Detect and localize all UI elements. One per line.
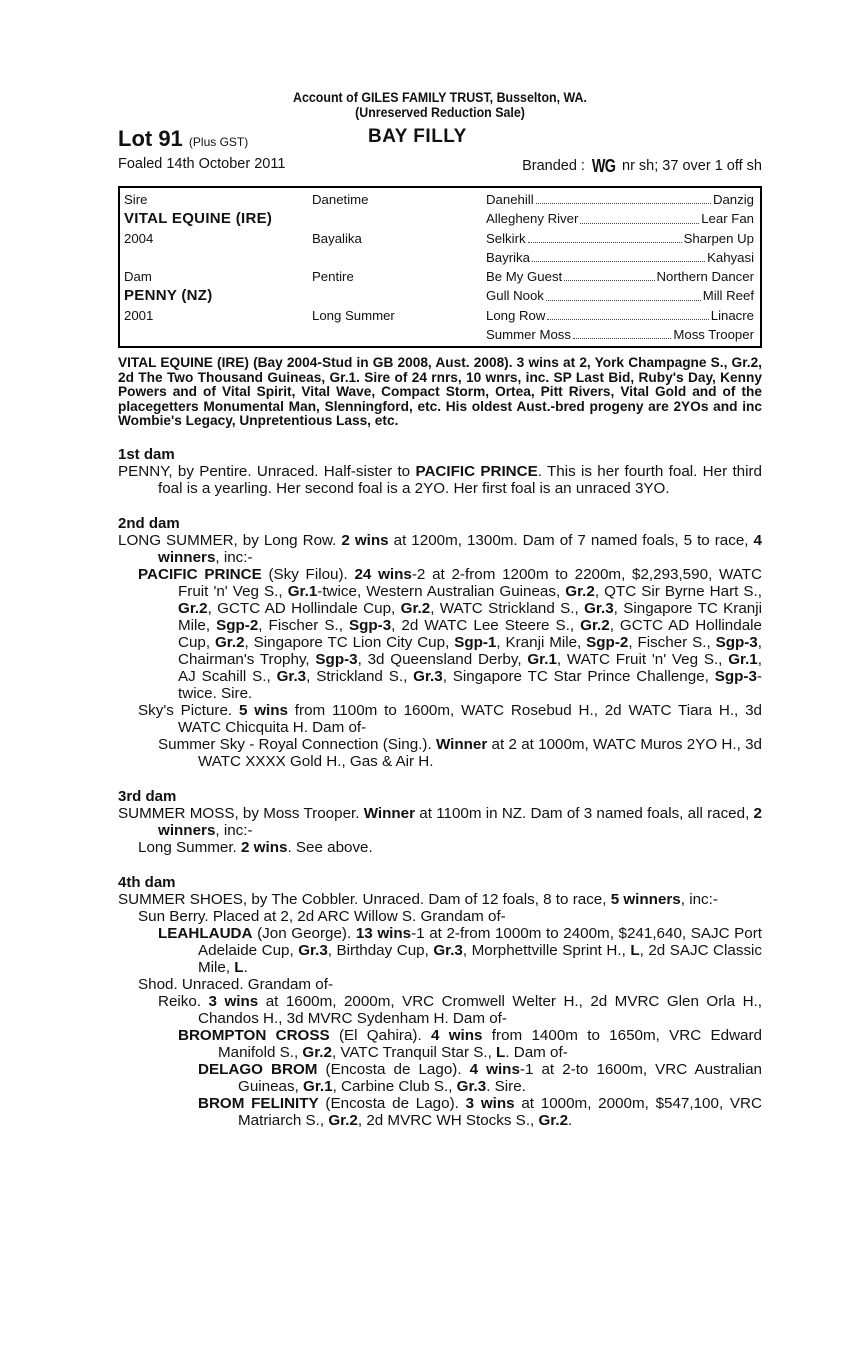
text: (Jon George). <box>252 925 356 943</box>
text: , inc:- <box>215 549 253 567</box>
text: , 2d SAJC Classic Mile, <box>198 942 763 977</box>
text: at 1600m, 2000m, VRC Cromwell Welter H., 2d MVRC Glen Orla H., Chandos H., 3d MVRC Sydenham H. Dam of- <box>198 993 762 1028</box>
grade: Sgp-2 <box>586 634 629 652</box>
text: . <box>243 959 248 977</box>
lot-label: Lot 91 <box>118 126 183 151</box>
text: , Morphettville Sprint H., <box>462 942 631 960</box>
horse-name: BROMPTON CROSS <box>178 1027 330 1045</box>
ped-c2: Pentire <box>312 269 354 285</box>
fourth-dam-section <box>118 874 762 1129</box>
text: , GCTC AD Hollindale Cup, <box>207 600 401 618</box>
text: -2 at 2-from 1200m to 2200m, $2,293,590, WATC Fruit 'n' Veg S., <box>178 566 762 601</box>
pedigree-row <box>124 229 754 248</box>
pedigree-row <box>124 325 754 344</box>
sire-name: VITAL EQUINE (IRE) <box>124 210 273 228</box>
wins: 3 wins <box>465 1095 515 1113</box>
wins: 2 wins <box>341 532 389 550</box>
text: . This is her fourth foal. Her third foal is a yearling. Her second foal is a 2YO. Her first foal is an unraced 3YO. <box>158 463 762 498</box>
sire-summary: VITAL EQUINE (IRE) (Bay 2004-Stud in GB 2008, Aust. 2008). 3 wins at 2, York Champagne S., Gr.2, 2d The Two Thousand Guineas, Gr.1. Sire of 24 rnrs, 10 wnrs, inc. SP Last Bid, Ruby's Day, Kenny Powers and of Vital Spirit, Vital Wave, Compact Storm, Ortea, Pitt Rivers, Vital Gold and of the placegetters Monumental Man, Slenningford, etc. His oldest Aust.-bred progeny are 2YOs and inc Wombie's Legacy, Unpretentious Lass, etc. <box>118 355 762 428</box>
grade: Gr.2 <box>214 634 245 652</box>
text: , WATC Fruit 'n' Veg S., <box>556 651 729 669</box>
ped-c2: Danetime <box>312 192 369 207</box>
third-dam-section <box>118 788 762 856</box>
text: , Singapore TC Star Prince Challenge, <box>442 668 715 686</box>
pedigree-row <box>124 306 754 325</box>
wins: 24 wins <box>354 566 412 584</box>
ped-c1: Dam <box>124 269 152 285</box>
grade: L <box>496 1044 506 1062</box>
text: Long Summer. <box>138 839 241 857</box>
wins: 3 wins <box>208 993 259 1011</box>
text: Sky's Picture. <box>138 702 239 720</box>
grade: Sgp-2 <box>216 617 259 635</box>
pedigree-row <box>124 248 754 267</box>
section-title: 2nd dam <box>118 515 180 533</box>
horse-description: BAY FILLY <box>368 126 467 147</box>
branded-suffix: nr sh; 37 over 1 off sh <box>622 158 762 174</box>
grade: L <box>630 942 640 960</box>
ped-c3 <box>486 267 754 286</box>
ped-c3 <box>486 306 754 325</box>
ped-c2: Long Summer <box>312 307 395 323</box>
dot-leader <box>564 267 654 281</box>
horse-name: PACIFIC PRINCE <box>415 463 538 481</box>
text: , 3d Queensland Derby, <box>357 651 528 669</box>
horse-name: BROM FELINITY <box>198 1095 319 1113</box>
text: Reiko. <box>158 993 209 1011</box>
lot-line <box>118 122 762 156</box>
ped-c3-damsire: Lear Fan <box>701 211 754 227</box>
text: Summer Sky - Royal Connection (Sing.). <box>158 736 436 754</box>
ped-c3-sire: Long Row <box>486 307 546 323</box>
text: , Chairman's Trophy, <box>178 634 762 669</box>
section-title: 3rd dam <box>118 788 177 806</box>
ped-c3-damsire: Sharpen Up <box>683 230 754 246</box>
dot-leader <box>528 229 682 243</box>
ped-c3-sire: Danehill <box>486 192 534 207</box>
winners: 2 winners <box>158 805 762 840</box>
text: , AJ Scahill S., <box>178 651 762 686</box>
grade: Sgp-3 <box>715 634 758 652</box>
text: , Carbine Club S., <box>332 1078 457 1096</box>
ped-c2: Bayalika <box>312 230 362 246</box>
pedigree-row <box>124 209 754 228</box>
wins: 4 wins <box>469 1061 520 1079</box>
text: at 2 at 1000m, WATC Muros 2YO H., 3d WATC XXXX Gold H., Gas & Air H. <box>198 736 762 771</box>
text: LONG SUMMER, by Long Row. <box>118 532 342 550</box>
dot-leader <box>547 306 708 320</box>
ped-c3 <box>486 325 754 344</box>
grade: Gr.3 <box>413 668 443 686</box>
text: , VATC Tranquil Star S., <box>331 1044 497 1062</box>
text: (Encosta de Lago). <box>318 1095 466 1113</box>
pedigree-table <box>118 186 762 348</box>
ped-c1: 2001 <box>124 307 154 323</box>
text: , Fischer S., <box>628 634 716 652</box>
text: SUMMER SHOES, by The Cobbler. Unraced. Dam of 12 foals, 8 to race, <box>118 891 611 909</box>
grade: Gr.1 <box>287 583 318 601</box>
text: . Dam of- <box>505 1044 568 1062</box>
ped-c3-sire: Selkirk <box>486 230 526 246</box>
text: , Birthday Cup, <box>327 942 434 960</box>
third-dam-text <box>118 805 762 839</box>
grade: Gr.3 <box>298 942 328 960</box>
grade: Sgp-3 <box>315 651 358 669</box>
progeny-skys-picture <box>118 702 762 736</box>
first-dam-section <box>118 446 762 497</box>
text: , Singapore TC Kranji Mile, <box>178 600 762 635</box>
ped-c3-sire: Be My Guest <box>486 269 563 285</box>
text: , WATC Strickland S., <box>430 600 585 618</box>
ped-c3-damsire: Moss Trooper <box>673 327 754 343</box>
text: . <box>568 1112 573 1130</box>
text: , GCTC AD Hollindale Cup, <box>178 617 762 652</box>
grade: Gr.3 <box>276 668 307 686</box>
catalogue-page <box>118 90 762 1129</box>
progeny-delago-brom <box>118 1061 762 1095</box>
horse-name: PACIFIC PRINCE <box>138 566 262 584</box>
text: -twice, Western Australian Guineas, <box>317 583 566 601</box>
text: -1 at 2-to 1600m, VRC Australian Guineas, <box>238 1061 763 1096</box>
ped-c1: Sire <box>124 192 148 207</box>
grade: Gr.2 <box>580 617 610 635</box>
winners: 5 winners <box>610 891 681 909</box>
dot-leader <box>573 325 671 339</box>
text: PENNY, by Pentire. Unraced. Half-sister to <box>118 463 416 481</box>
horse-name: LEAHLAUDA <box>158 925 253 943</box>
text: , Strickland S., <box>306 668 414 686</box>
ped-c3-damsire: Kahyasi <box>707 249 754 265</box>
text: (El Qahira). <box>329 1027 431 1045</box>
text: at 1000m, 2000m, $547,100, VRC Matriarch S., <box>238 1095 762 1130</box>
text: from 1100m to 1600m, WATC Rosebud H., 2d WATC Tiara H., 3d WATC Chicquita H. Dam of- <box>178 702 762 737</box>
wins: 5 wins <box>238 702 288 720</box>
wins: 4 wins <box>430 1027 483 1045</box>
ped-c3-damsire: Linacre <box>710 307 754 323</box>
fourth-dam-text <box>118 891 762 908</box>
foaled-date: Foaled 14th October 2011 <box>118 156 286 172</box>
ped-c3 <box>486 248 754 267</box>
grade: Gr.1 <box>728 651 758 669</box>
winners: 4 winners <box>158 532 762 567</box>
branded-prefix: Branded : <box>522 158 585 174</box>
ped-c3 <box>486 286 754 305</box>
text: . Sire. <box>486 1078 526 1096</box>
account-line: Account of GILES FAMILY TRUST, Busselton, WA. <box>293 90 587 105</box>
ped-c3 <box>486 190 754 209</box>
text: -twice. Sire. <box>178 668 762 703</box>
ped-c3-sire: Gull Nook <box>486 288 544 304</box>
ped-c3-damsire: Danzig <box>712 192 754 207</box>
text: from 1400m to 1650m, VRC Edward Manifold S., <box>218 1027 763 1062</box>
ped-c3-damsire: Northern Dancer <box>656 269 754 285</box>
grade: Sgp-3 <box>714 668 757 686</box>
gst-note: (Plus GST) <box>188 135 249 149</box>
ped-c3-sire: Summer Moss <box>486 327 571 343</box>
grade: Gr.2 <box>178 600 208 618</box>
grade: L <box>234 959 244 977</box>
ped-c3-damsire: Mill Reef <box>702 288 754 304</box>
progeny-leahlauda <box>118 925 762 976</box>
text: , 2d MVRC WH Stocks S., <box>357 1112 539 1130</box>
text: (Sky Filou). <box>261 566 355 584</box>
ped-c3-sire: Allegheny River <box>486 211 579 227</box>
pedigree-row <box>124 190 754 209</box>
text: , inc:- <box>215 822 253 840</box>
text: (Encosta de Lago). <box>317 1061 470 1079</box>
dot-leader <box>532 248 705 262</box>
progeny-reiko <box>118 993 762 1027</box>
foaled-line <box>118 156 762 180</box>
wins: Winner <box>435 736 488 754</box>
ped-c1: 2004 <box>124 230 154 246</box>
grade: Gr.2 <box>565 583 595 601</box>
progeny-shod: Shod. Unraced. Grandam of- <box>138 976 334 994</box>
dot-leader <box>580 209 699 223</box>
ped-c3 <box>486 209 754 228</box>
text: at 1200m, 1300m. Dam of 7 named foals, 5 to race, <box>388 532 754 550</box>
grade: Gr.3 <box>456 1078 487 1096</box>
lot-number <box>118 126 248 152</box>
text: , 2d WATC Lee Steere S., <box>391 617 581 635</box>
text: , Fischer S., <box>258 617 349 635</box>
dot-leader <box>546 286 701 300</box>
grade: Gr.2 <box>400 600 431 618</box>
dot-leader <box>536 190 711 204</box>
progeny-summer-sky <box>118 736 762 770</box>
text: . See above. <box>287 839 373 857</box>
grade: Gr.2 <box>538 1112 569 1130</box>
horse-name: DELAGO BROM <box>198 1061 318 1079</box>
text: at 1100m in NZ. Dam of 3 named foals, all raced, <box>415 805 754 823</box>
grade: Gr.3 <box>584 600 614 618</box>
text: SUMMER MOSS, by Moss Trooper. <box>118 805 364 823</box>
section-title: 1st dam <box>118 446 175 464</box>
section-title: 4th dam <box>118 874 176 892</box>
grade: Gr.3 <box>433 942 463 960</box>
progeny-brom-felinity <box>118 1095 762 1129</box>
brand-info <box>522 156 762 177</box>
grade: Sgp-3 <box>348 617 392 635</box>
progeny-brompton-cross <box>118 1027 762 1061</box>
brand-mark-icon: WG <box>591 156 616 176</box>
text: , Kranji Mile, <box>496 634 587 652</box>
text: , Singapore TC Lion City Cup, <box>244 634 455 652</box>
ped-c3-sire: Bayrika <box>486 249 530 265</box>
pedigree-row <box>124 286 754 305</box>
grade: Gr.1 <box>527 651 557 669</box>
second-dam-section <box>118 515 762 770</box>
wins: 13 wins <box>355 925 412 943</box>
sale-type-line: (Unreserved Reduction Sale) <box>355 105 525 120</box>
pedigree-row <box>124 267 754 286</box>
wins: 2 wins <box>241 839 288 857</box>
text: -1 at 2-from 1000m to 2400m, $241,640, SAJC Port Adelaide Cup, <box>198 925 762 960</box>
first-dam-text <box>118 463 762 497</box>
text: , inc:- <box>680 891 718 909</box>
grade: Gr.2 <box>328 1112 358 1130</box>
text: , QTC Sir Byrne Hart S., <box>594 583 763 601</box>
grade: Gr.2 <box>302 1044 332 1062</box>
second-dam-text <box>118 532 762 566</box>
progeny-long-summer <box>118 839 762 856</box>
grade: Gr.1 <box>303 1078 333 1096</box>
grade: Sgp-1 <box>454 634 497 652</box>
dam-name: PENNY (NZ) <box>124 287 213 305</box>
progeny-sun-berry: Sun Berry. Placed at 2, 2d ARC Willow S. Grandam of- <box>138 908 506 926</box>
progeny-pacific-prince <box>118 566 762 702</box>
ped-c3 <box>486 229 754 248</box>
wins: Winner <box>363 805 416 823</box>
